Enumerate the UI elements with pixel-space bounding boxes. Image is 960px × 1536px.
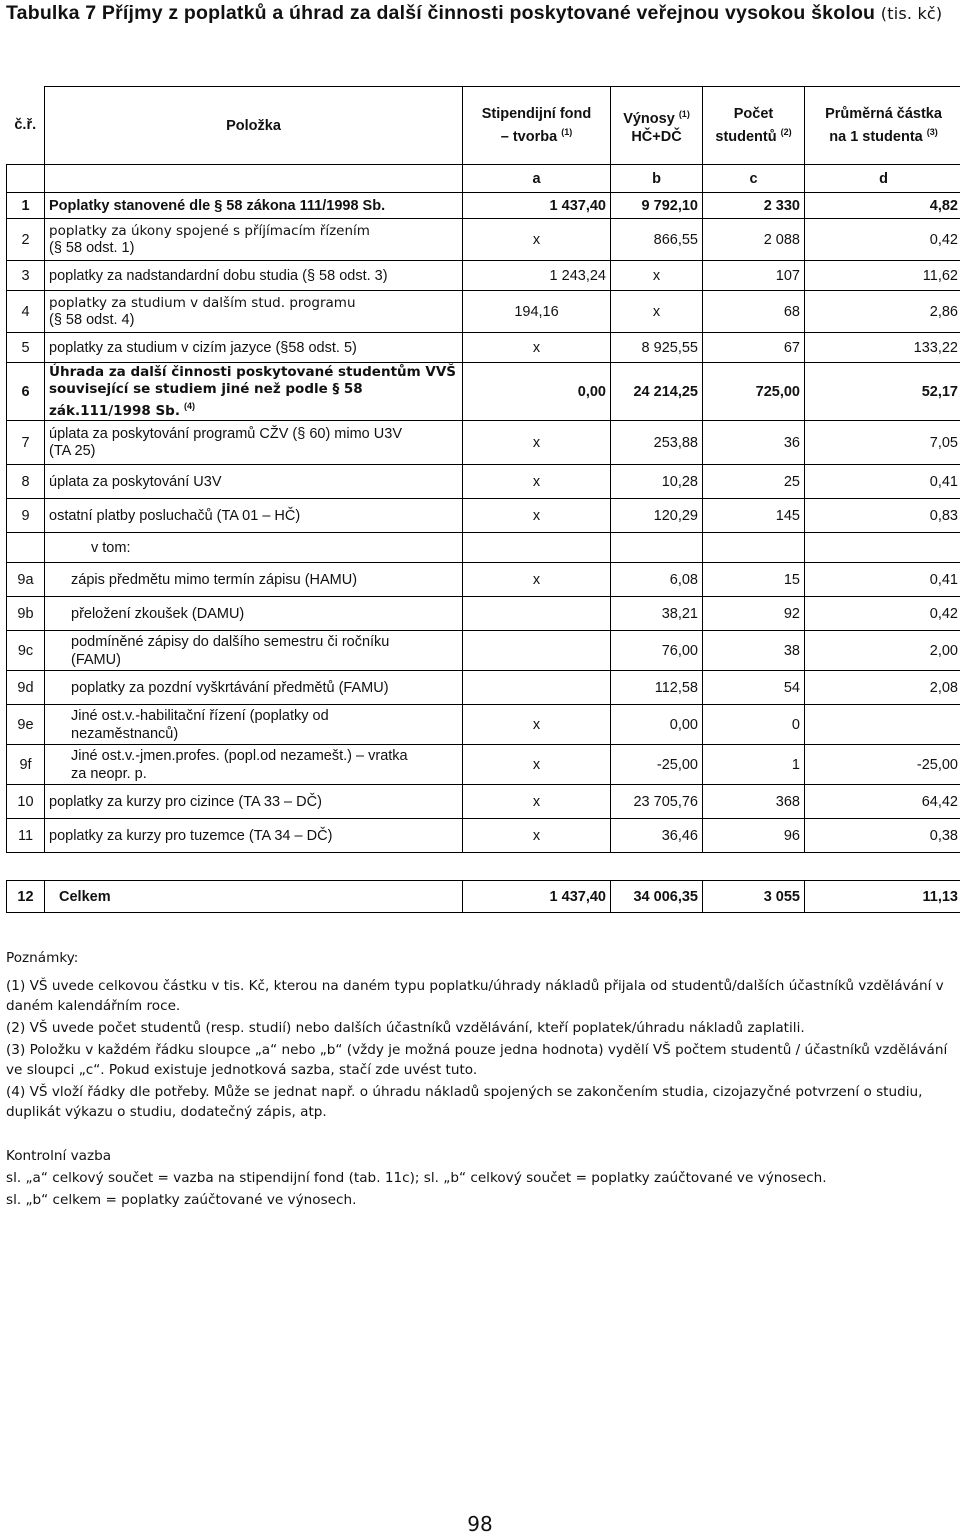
cell-d: 0,42 [805,219,960,261]
row-number: 7 [7,421,45,465]
header-col-d: Průměrná částka na 1 studenta $^{(3)}$ [805,87,960,165]
cell-b: 38,21 [611,597,703,631]
table-title: Tabulka 7 Příjmy z poplatků a úhrad za další činnosti poskytované veřejnou vysokou školou (tis. kč) [6,2,943,24]
cell-d: 2,08 [805,671,960,705]
row-item: poplatky za kurzy pro cizince (TA 33 – DČ) [45,785,463,819]
cell-d [805,705,960,745]
row-item: Jiné ost.v.-jmen.profes. (popl.od nezamešt.) – vratka za neopr. p. [45,745,463,785]
row-number: 10 [7,785,45,819]
cell-a: 1 437,40 [463,881,611,913]
row-number: 9e [7,705,45,745]
cell-a: x [463,705,611,745]
table-row [7,465,960,499]
cell-a: 1 243,24 [463,261,611,291]
cell-b: 34 006,35 [611,881,703,913]
cell-d: 0,41 [805,465,960,499]
table-row [7,705,960,745]
cell-d: 11,62 [805,261,960,291]
cell-b: 8 925,55 [611,333,703,363]
table-row [7,819,960,853]
row-number: 12 [7,881,45,913]
row-item: Poplatky stanovené dle § 58 zákona 111/1998 Sb. [45,193,463,219]
cell-a [463,597,611,631]
cell-d: 7,05 [805,421,960,465]
header-letter-d: d [805,165,960,193]
cell-c: 96 [703,819,805,853]
header-letter-b: b [611,165,703,193]
row-item: poplatky za studium v cizím jazyce (§58 odst. 5) [45,333,463,363]
row-number: 9f [7,745,45,785]
row-item: Celkem [45,881,463,913]
note-2: (2) VŠ uvede počet studentů (resp. studií) nebo dalších účastníků vzdělávání, kteří poplatek/úhradu nákladů zaplatili. [6,1020,805,1036]
cell-b: 36,46 [611,819,703,853]
cell-b: x [611,291,703,333]
row-item: Úhrada za další činnosti poskytované studentům VVŠ související se studiem jiné než podle § 58 zák.111/1998 Sb. $^{(4)}$ [45,363,463,421]
cell-a: x [463,785,611,819]
note-1: (1) VŠ uvede celkovou částku v tis. Kč, kterou na daném typu poplatku/úhrady nákladů přijala od studentů/dalších účastníků vzdělávání v daném kalendářním roce. [6,978,944,1014]
cell-c: 67 [703,333,805,363]
cell-c: 15 [703,563,805,597]
cell-d: 2,00 [805,631,960,671]
cell-c [703,533,805,563]
table-row [7,333,960,363]
cell-a: x [463,819,611,853]
cell-d: 64,42 [805,785,960,819]
table-row [7,563,960,597]
cell-a: x [463,563,611,597]
cell-b [611,533,703,563]
table-row [7,597,960,631]
cell-a: x [463,421,611,465]
row-number: 9 [7,499,45,533]
control-heading: Kontrolní vazba [6,1148,112,1164]
row-item: poplatky za nadstandardní dobu studia (§ 58 odst. 3) [45,261,463,291]
cell-c: 2 088 [703,219,805,261]
note-3: (3) Položku v každém řádku sloupce „a“ nebo „b“ (vždy je možná pouze jedna hodnota) vydělí VŠ počtem studentů / účastníků vzdělávání ve sloupci „c“. Pokud existuje jednotková sazba, stačí zde uvést tuto. [6,1042,948,1078]
row-item: poplatky za pozdní vyškrtávání předmětů (FAMU) [45,671,463,705]
cell-c: 92 [703,597,805,631]
spacer-row [7,853,960,881]
cell-b: 76,00 [611,631,703,671]
cell-d: 11,13 [805,881,960,913]
notes-section [6,948,958,1212]
cell-a: x [463,499,611,533]
cell-a [463,671,611,705]
total-row [7,881,960,913]
cell-c: 54 [703,671,805,705]
cell-c: 107 [703,261,805,291]
row-item: poplatky za úkony spojené s příjímacím řízením (§ 58 odst. 1) [45,219,463,261]
cell-b: x [611,261,703,291]
row-item: poplatky za kurzy pro tuzemce (TA 34 – DČ) [45,819,463,853]
control-2: sl. „b“ celkem = poplatky zaúčtované ve výnosech. [6,1192,357,1208]
cell-b: 120,29 [611,499,703,533]
notes-heading: Poznámky: [6,950,79,966]
table-row [7,193,960,219]
cell-d: 2,86 [805,291,960,333]
cell-a: x [463,745,611,785]
cell-b: 0,00 [611,705,703,745]
row-item: zápis předmětu mimo termín zápisu (HAMU) [45,563,463,597]
table-row [7,421,960,465]
cell-b: 10,28 [611,465,703,499]
cell-a: x [463,465,611,499]
cell-d: 4,82 [805,193,960,219]
row-number: 4 [7,291,45,333]
row-item: v tom: [45,533,463,563]
row-number: 2 [7,219,45,261]
table-row [7,499,960,533]
header-col-c: Počet studentů $^{(2)}$ [703,87,805,165]
cell-a: x [463,219,611,261]
income-table [6,86,960,913]
table-row [7,261,960,291]
row-item: Jiné ost.v.-habilitační řízení (poplatky od nezaměstnanců) [45,705,463,745]
row-item: ostatní platby posluchačů (TA 01 – HČ) [45,499,463,533]
row-number: 6 [7,363,45,421]
row-item: úplata za poskytování U3V [45,465,463,499]
row-number [7,533,45,563]
cell-d: 52,17 [805,363,960,421]
cell-c: 1 [703,745,805,785]
table-row [7,291,960,333]
cell-c: 25 [703,465,805,499]
header-letter-blank [7,165,45,193]
cell-b: 6,08 [611,563,703,597]
cell-b: 24 214,25 [611,363,703,421]
table-row [7,631,960,671]
cell-c: 0 [703,705,805,745]
cell-a: x [463,333,611,363]
cell-b: 9 792,10 [611,193,703,219]
page-number: 98 [467,1512,493,1536]
header-item: Položka [45,87,463,165]
row-number: 11 [7,819,45,853]
row-item: přeložení zkoušek (DAMU) [45,597,463,631]
cell-b: -25,00 [611,745,703,785]
row-item: podmíněné zápisy do dalšího semestru či ročníku (FAMU) [45,631,463,671]
table-row [7,745,960,785]
cell-a: 1 437,40 [463,193,611,219]
row-number: 3 [7,261,45,291]
cell-b: 112,58 [611,671,703,705]
cell-c: 145 [703,499,805,533]
row-number: 9c [7,631,45,671]
row-number: 1 [7,193,45,219]
row-number: 9d [7,671,45,705]
cell-d [805,533,960,563]
cell-d: 0,83 [805,499,960,533]
header-col-a: Stipendijní fond – tvorba $^{(1)}$ [463,87,611,165]
table-row [7,363,960,421]
cell-c: 68 [703,291,805,333]
cell-b: 253,88 [611,421,703,465]
cell-c: 3 055 [703,881,805,913]
cell-b: 866,55 [611,219,703,261]
cell-c: 38 [703,631,805,671]
cell-d: 0,41 [805,563,960,597]
table-row [7,671,960,705]
cell-c: 36 [703,421,805,465]
cell-a: 0,00 [463,363,611,421]
cell-d: -25,00 [805,745,960,785]
row-number: 9b [7,597,45,631]
row-number: 5 [7,333,45,363]
cell-a: 194,16 [463,291,611,333]
cell-c: 2 330 [703,193,805,219]
header-col-b: Výnosy $^{(1)}$ HČ+DČ [611,87,703,165]
table-row [7,533,960,563]
header-letter-blank-item [45,165,463,193]
cell-a [463,631,611,671]
control-1: sl. „a“ celkový součet = vazba na stipendijní fond (tab. 11c); sl. „b“ celkový součet = poplatky zaúčtované ve výnosech. [6,1170,827,1186]
header-row-number: č.ř. [7,87,45,165]
row-item: poplatky za studium v dalším stud. programu (§ 58 odst. 4) [45,291,463,333]
cell-d: 133,22 [805,333,960,363]
row-number: 9a [7,563,45,597]
row-item: úplata za poskytování programů CŽV (§ 60) mimo U3V (TA 25) [45,421,463,465]
cell-d: 0,38 [805,819,960,853]
unit-label: (tis. kč) [880,4,943,23]
cell-d: 0,42 [805,597,960,631]
table-row [7,219,960,261]
note-4: (4) VŠ vloží řádky dle potřeby. Může se jednat např. o úhradu nákladů spojených se zakončením studia, cizojazyčné potvrzení o studiu, duplikát výkazu o studiu, dodatečný zápis, atp. [6,1084,923,1120]
cell-b: 23 705,76 [611,785,703,819]
header-letter-a: a [463,165,611,193]
row-number: 8 [7,465,45,499]
cell-a [463,533,611,563]
cell-c: 368 [703,785,805,819]
table-row [7,785,960,819]
cell-c: 725,00 [703,363,805,421]
header-letter-c: c [703,165,805,193]
